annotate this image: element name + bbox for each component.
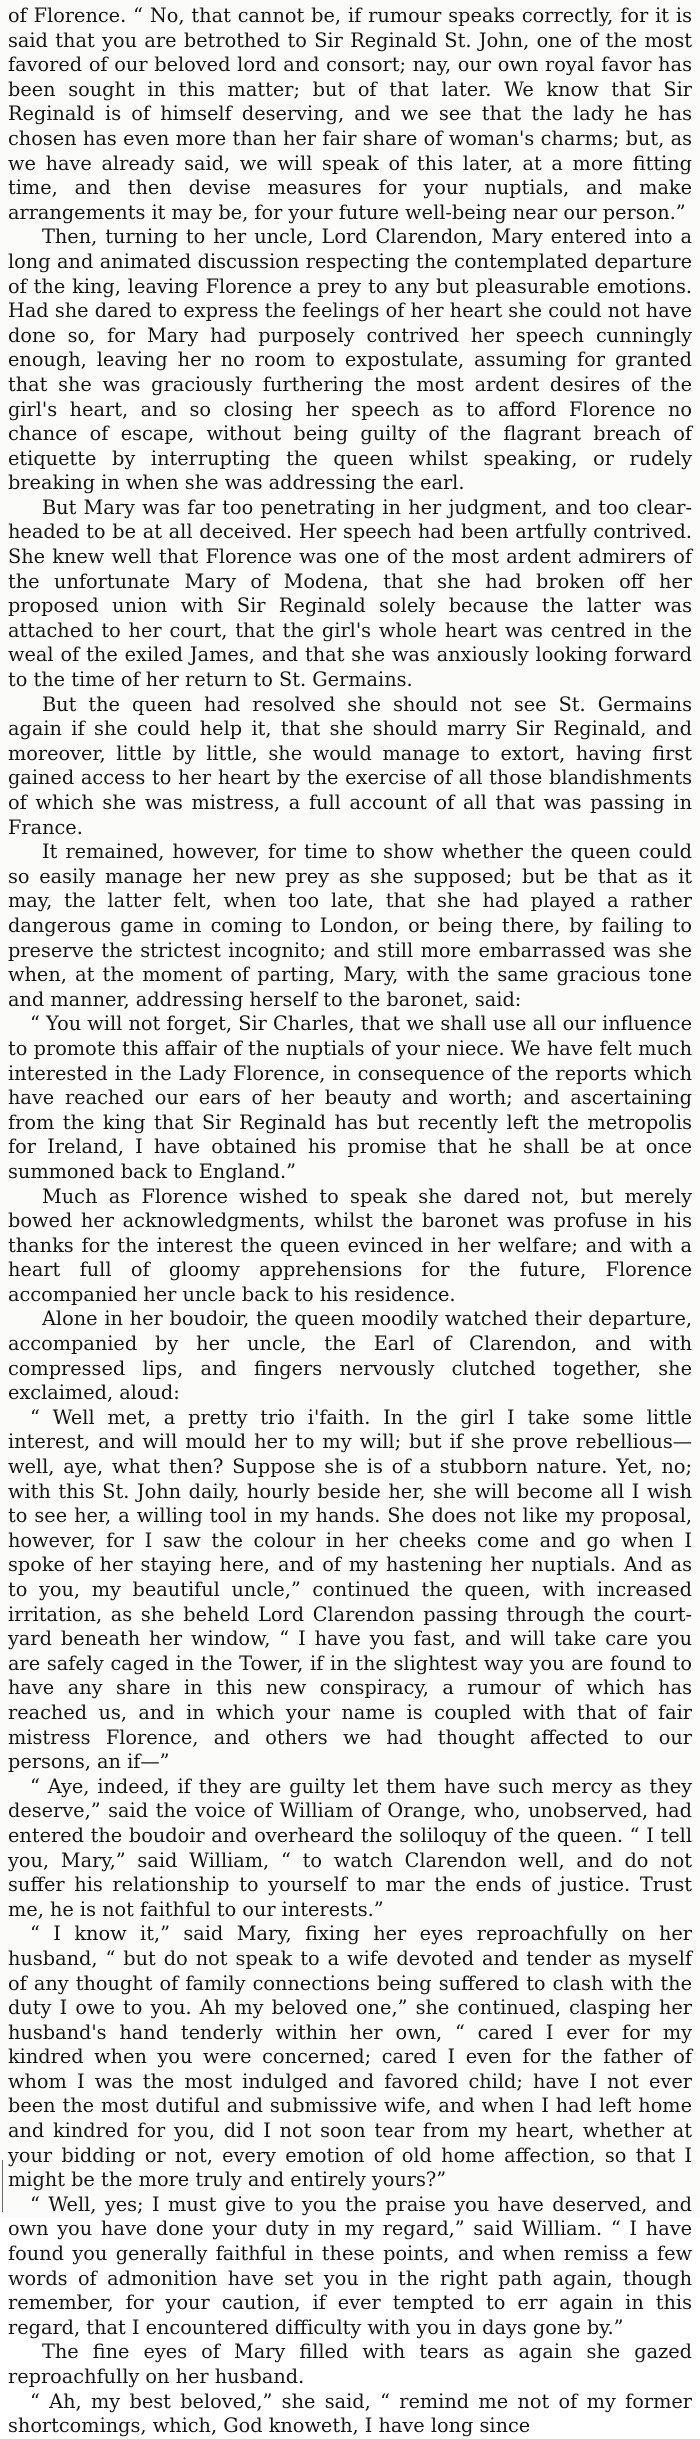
paragraph-14: “ Ah, my best beloved,” she said, “ remind me not of my former shortcomings, which, God knoweth, I have long since	[8, 2389, 692, 2438]
paragraph-4: But the queen had resolved she should not see St. Germains again if she could help it, that she should marry Sir Reginald, and moreover, little by little, she would manage to extort, having first gained access to her heart by the exercise of all those blandishments of which she was mistress, a full account of all that was passing in France.	[8, 692, 692, 839]
paragraph-12: “ Well, yes; I must give to you the praise you have deserved, and own you have done your duty in my regard,” said William. “ I have found you generally faithful in these points, and when remiss a few words of admonition have set you in the right path again, though remember, for your caution, if ever tempted to err again in this regard, that I encountered difficulty with you in days gone by.”	[8, 2192, 692, 2339]
paragraph-6: “ You will not forget, Sir Charles, that we shall use all our influence to promote this affair of the nuptials of your niece. We have felt much interested in the Lady Florence, in consequence of the reports which have reached our ears of her beauty and worth; and ascertaining from the king that Sir Reginald has but recently left the metropolis for Ireland, I have obtained his promise that he shall be at once summoned back to England.”	[8, 1012, 692, 1183]
margin-rule	[2, 2160, 3, 2212]
paragraph-13: The fine eyes of Mary filled with tears as again she gazed reproachfully on her husband.	[8, 2340, 692, 2388]
paragraph-2: Then, turning to her uncle, Lord Clarendon, Mary entered into a long and animated discussion respecting the contemplated departure of the king, leaving Florence a prey to any but pleasurable emotions. Had she dared to express the feelings of her heart she could not have done so, for Mary had purposely contrived her speech cunningly enough, leaving her no room to expostulate, assuming for granted that she was graciously furthering the most ardent desires of the girl's heart, and so closing her speech as to afford Florence no chance of escape, without being guilty of the flagrant breach of etiquette by interrupting the queen whilst speaking, or rudely breaking in when she was addressing the earl.	[8, 225, 692, 495]
article-column	[8, 4, 692, 2438]
paragraph-11: “ I know it,” said Mary, fixing her eyes reproachfully on her husband, “ but do not speak to a wife devoted and tender as myself of any thought of family connections being suffered to clash with the duty I owe to you. Ah my beloved one,” she continued, clasping her husband's hand tenderly within her own, “ cared I ever for my kindred when you were concerned; cared I even for the father of whom I was the most indulged and favored child; have I not ever been the most dutiful and submissive wife, and when I had left home and kindred for you, did I not soon tear from my heart, whether at your bidding or not, every emotion of old home affection, so that I might be the more truly and entirely yours?”	[8, 1922, 692, 2192]
paragraph-1: of Florence. “ No, that cannot be, if rumour speaks correctly, for it is said that you are betrothed to Sir Reginald St. John, one of the most favored of our beloved lord and consort; nay, our own royal favor has been sought in this matter; but of that later. We know that Sir Reginald is of himself deserving, and we see that the lady he has chosen has even more than her fair share of woman's charms; but, as we have already said, we will speak of this later, at a more fitting time, and then devise measures for your nuptials, and make arrangements it may be, for your future well-being near our person.”	[8, 4, 692, 224]
paragraph-7: Much as Florence wished to speak she dared not, but merely bowed her acknowledgments, whilst the baronet was profuse in his thanks for the interest the queen evinced in her welfare; and with a heart full of gloomy apprehensions for the future, Florence accompanied her uncle back to his residence.	[8, 1184, 692, 1306]
paragraph-10: “ Aye, indeed, if they are guilty let them have such mercy as they deserve,” said the voice of William of Orange, who, unobserved, had entered the boudoir and overheard the soliloquy of the queen. “ I tell you, Mary,” said William, “ to watch Clarendon well, and do not suffer his relationship to yourself to mar the ends of justice. Trust me, he is not faithful to our interests.”	[8, 1774, 692, 1921]
paragraph-5: It remained, however, for time to show whether the queen could so easily manage her new prey as she supposed; but be that as it may, the latter felt, when too late, that she had played a rather dangerous game in coming to London, or being there, by failing to preserve the strictest incognito; and still more embarrassed was she when, at the moment of parting, Mary, with the same gracious tone and manner, addressing herself to the baronet, said:	[8, 840, 692, 1011]
paragraph-3: But Mary was far too penetrating in her judgment, and too clear-headed to be at all deceived. Her speech had been artfully contrived. She knew well that Florence was one of the most ardent admirers of the unfortunate Mary of Modena, that she had broken off her proposed union with Sir Reginald solely because the latter was attached to her court, that the girl's whole heart was centred in the weal of the exiled James, and that she was anxiously looking forward to the time of her return to St. Germains.	[8, 495, 692, 692]
paragraph-8: Alone in her boudoir, the queen moodily watched their departure, accompanied by her uncle, the Earl of Clarendon, and with compressed lips, and fingers nervously clutched together, she exclaimed, aloud:	[8, 1307, 692, 1405]
paragraph-9: “ Well met, a pretty trio i'faith. In the girl I take some little interest, and will mould her to my will; but if she prove rebellious—well, aye, what then? Suppose she is of a stubborn nature. Yet, no; with this St. John daily, hourly beside her, she will become all I wish to see her, a willing tool in my hands. She does not like my proposal, however, for I saw the colour in her cheeks come and go when I spoke of her staying here, and of my hastening her nuptials. And as to you, my beautiful uncle,” continued the queen, with increased irritation, as she beheld Lord Clarendon passing through the court-yard beneath her window, “ I have you fast, and will take care you are safely caged in the Tower, if in the slightest way you are found to have any share in this new conspiracy, a rumour of which has reached us, and in which your name is coupled with that of fair mistress Florence, and others we had thought affected to our persons, an if—”	[8, 1405, 692, 1774]
